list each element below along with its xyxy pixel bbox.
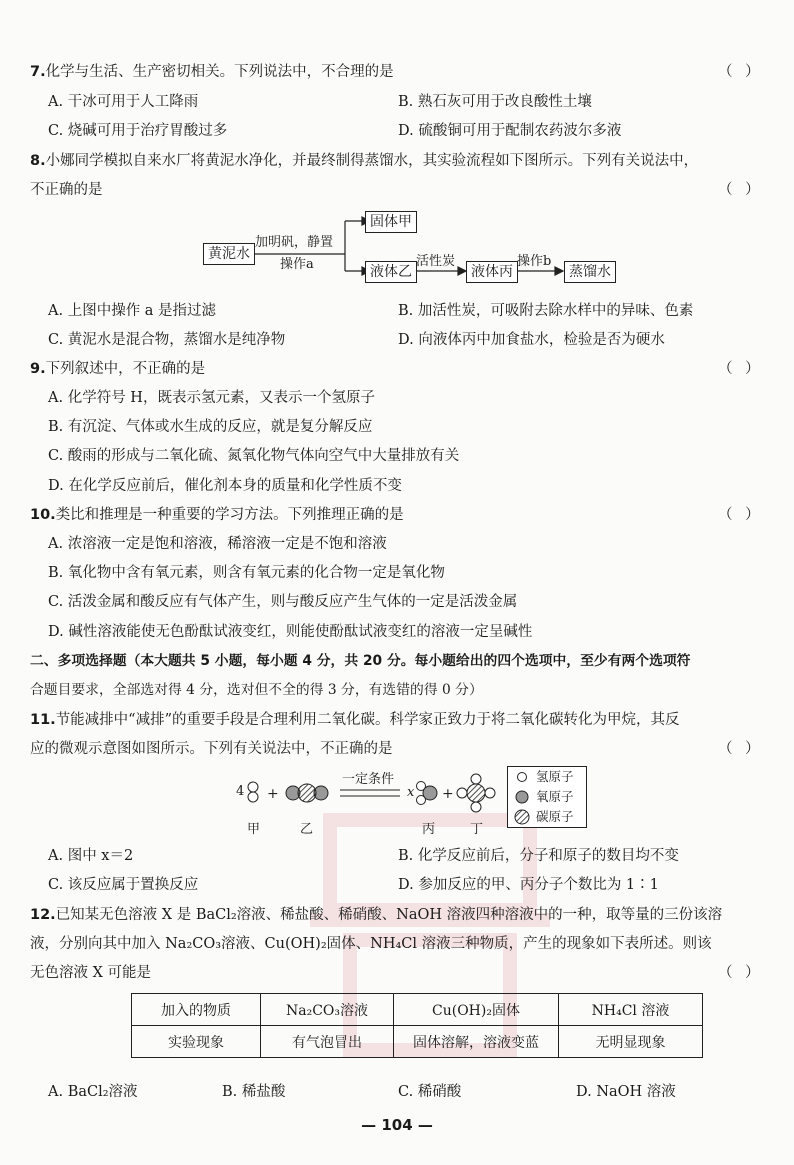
flow-box-liquid-yi: 液体乙 (365, 261, 417, 283)
q8-number: 8. (30, 153, 46, 169)
flow-label-add-alum: 加明矾，静置 (255, 235, 334, 250)
label-yi: 乙 (300, 822, 314, 837)
q12-option-a: A. BaCl₂溶液 (48, 1084, 138, 1100)
q8-answer-paren: （ ） (718, 182, 764, 198)
flow-box-yellow-mud-water: 黄泥水 (203, 243, 255, 265)
q11-answer-paren: （ ） (718, 741, 764, 757)
section2-instructions: 合题目要求，全部选对得 4 分，选对但不全的得 3 分，有选错的得 0 分） (30, 682, 483, 698)
molecule-bing (417, 782, 438, 805)
q10-option-a: A. 浓溶液一定是饱和溶液，稀溶液一定是不饱和溶液 (48, 536, 387, 552)
q12-option-b: B. 稀盐酸 (222, 1084, 286, 1100)
label-jia: 甲 (247, 822, 261, 837)
q7-option-b: B. 熟石灰可用于改良酸性土壤 (398, 94, 592, 110)
legend-hydrogen: 氢原子 (536, 769, 574, 784)
flow-label-operation-b: 操作b (517, 254, 552, 269)
q9-stem: 9.下列叙述中，不正确的是 (30, 361, 206, 377)
table-cell: 固体溶解，溶液变蓝 (394, 1026, 559, 1058)
table-cell: 无明显现象 (559, 1026, 703, 1058)
q7-number: 7. (30, 64, 46, 80)
q10-stem: 10.类比和推理是一种重要的学习方法。下列推理正确的是 (30, 507, 404, 523)
q11-number: 11. (30, 712, 56, 728)
page-number: — 104 — (361, 1116, 433, 1134)
q10-answer-paren: （ ） (718, 507, 764, 523)
q11-option-b: B. 化学反应前后，分子和原子的数目均不变 (398, 848, 679, 864)
q12-option-c: C. 稀硝酸 (398, 1084, 462, 1100)
q7-answer-paren: （ ） (718, 64, 764, 80)
molecule-yi (286, 784, 328, 802)
q7-option-a: A. 干冰可用于人工降雨 (48, 94, 199, 110)
table-cell: Cu(OH)₂固体 (394, 994, 559, 1026)
legend-oxygen: 氧原子 (536, 789, 574, 804)
q12-answer-paren: （ ） (718, 965, 764, 981)
flow-label-activated-carbon: 活性炭 (416, 254, 456, 269)
q9-number: 9. (30, 361, 46, 377)
table-row (132, 994, 703, 1026)
q8-stem: 8.小娜同学模拟自来水厂将黄泥水净化，并最终制得蒸馏水，其实验流程如下图所示。下列有关说法中， (30, 153, 699, 169)
q9-option-d: D. 在化学反应前后，催化剂本身的质量和化学性质不变 (48, 478, 402, 494)
label-bing: 丙 (422, 822, 436, 837)
legend-carbon: 碳原子 (536, 809, 574, 824)
flow-label-operation-a: 操作a (280, 257, 314, 272)
q8-option-d: D. 向液体丙中加食盐水，检验是否为硬水 (398, 332, 665, 348)
section2-heading: 二、多项选择题（本大题共 5 小题，每小题 4 分，共 20 分。每小题给出的四个选项中，至少有两个选项符 (30, 653, 691, 669)
svg-text:+: + (442, 786, 454, 802)
q11-option-d: D. 参加反应的甲、丙分子个数比为 1∶1 (398, 877, 659, 893)
molecule-ding (457, 774, 495, 812)
q11-option-c: C. 该反应属于置换反应 (48, 877, 199, 893)
flow-box-liquid-bing: 液体丙 (466, 261, 518, 283)
q10-option-d: D. 碱性溶液能使无色酚酞试液变红，则能使酚酞试液变红的溶液一定呈碱性 (48, 624, 533, 640)
table-cell: 有气泡冒出 (261, 1026, 394, 1058)
q7-option-d: D. 硫酸铜可用于配制农药波尔多液 (398, 123, 622, 139)
flow-box-solid-jia: 固体甲 (365, 211, 417, 233)
table-cell: 加入的物质 (132, 994, 261, 1026)
reactant-coefficient: 4 (236, 784, 245, 799)
q11-stem-line2: 应的微观示意图如图所示。下列有关说法中，不正确的是 (30, 741, 393, 757)
q10-option-c: C. 活泼金属和酸反应有气体产生，则与酸反应产生气体的一定是活泼金属 (48, 594, 518, 610)
q12-stem-line3: 无色溶液 X 可能是 (30, 965, 152, 981)
q12-stem: 12.已知某无色溶液 X 是 BaCl₂溶液、稀盐酸、稀硝酸、NaOH 溶液四种溶液中的一种，取等量的三份该溶 (30, 907, 723, 923)
label-ding: 丁 (470, 822, 484, 837)
q11-stem: 11.节能减排中“减排”的重要手段是合理利用二氧化碳。科学家正致力于将二氧化碳转化为甲烷，其反 (30, 712, 680, 728)
atom-legend (507, 766, 587, 828)
q12-experiment-table (131, 993, 703, 1058)
q8-option-c: C. 黄泥水是混合物，蒸馏水是纯净物 (48, 332, 286, 348)
q12-stem-line2: 液，分别向其中加入 Na₂CO₃溶液、Cu(OH)₂固体、NH₄Cl 溶液三种物质，产生的现象如下表所述。则该 (30, 936, 712, 952)
q9-option-a: A. 化学符号 H，既表示氢元素，又表示一个氢原子 (48, 390, 375, 406)
q12-option-d: D. NaOH 溶液 (576, 1084, 676, 1100)
q8-option-a: A. 上图中操作 a 是指过滤 (48, 303, 217, 319)
table-cell: NH₄Cl 溶液 (559, 994, 703, 1026)
q9-answer-paren: （ ） (718, 361, 764, 377)
q7-stem: 7.化学与生活、生产密切相关。下列说法中，不合理的是 (30, 64, 394, 80)
coefficient-x: x (407, 785, 415, 800)
flow-box-distilled-water: 蒸馏水 (564, 261, 616, 283)
q9-option-b: B. 有沉淀、气体或水生成的反应，就是复分解反应 (48, 419, 373, 435)
molecule-jia (248, 782, 258, 802)
table-cell: Na₂CO₃溶液 (261, 994, 394, 1026)
q10-option-b: B. 氧化物中含有氧元素，则含有氧元素的化合物一定是氧化物 (48, 565, 445, 581)
q9-option-c: C. 酸雨的形成与二氧化硫、氮氧化物气体向空气中大量排放有关 (48, 448, 460, 464)
q7-option-c: C. 烧碱可用于治疗胃酸过多 (48, 123, 228, 139)
q8-stem-line2: 不正确的是 (30, 182, 103, 198)
table-cell: 实验现象 (132, 1026, 261, 1058)
table-row (132, 1026, 703, 1058)
reaction-condition: 一定条件 (342, 772, 395, 787)
q12-number: 12. (30, 907, 56, 923)
q11-option-a: A. 图中 x＝2 (48, 848, 134, 864)
q8-option-b: B. 加活性炭，可吸附去除水样中的异味、色素 (398, 303, 694, 319)
q10-number: 10. (30, 507, 56, 523)
svg-text:+: + (267, 786, 279, 802)
